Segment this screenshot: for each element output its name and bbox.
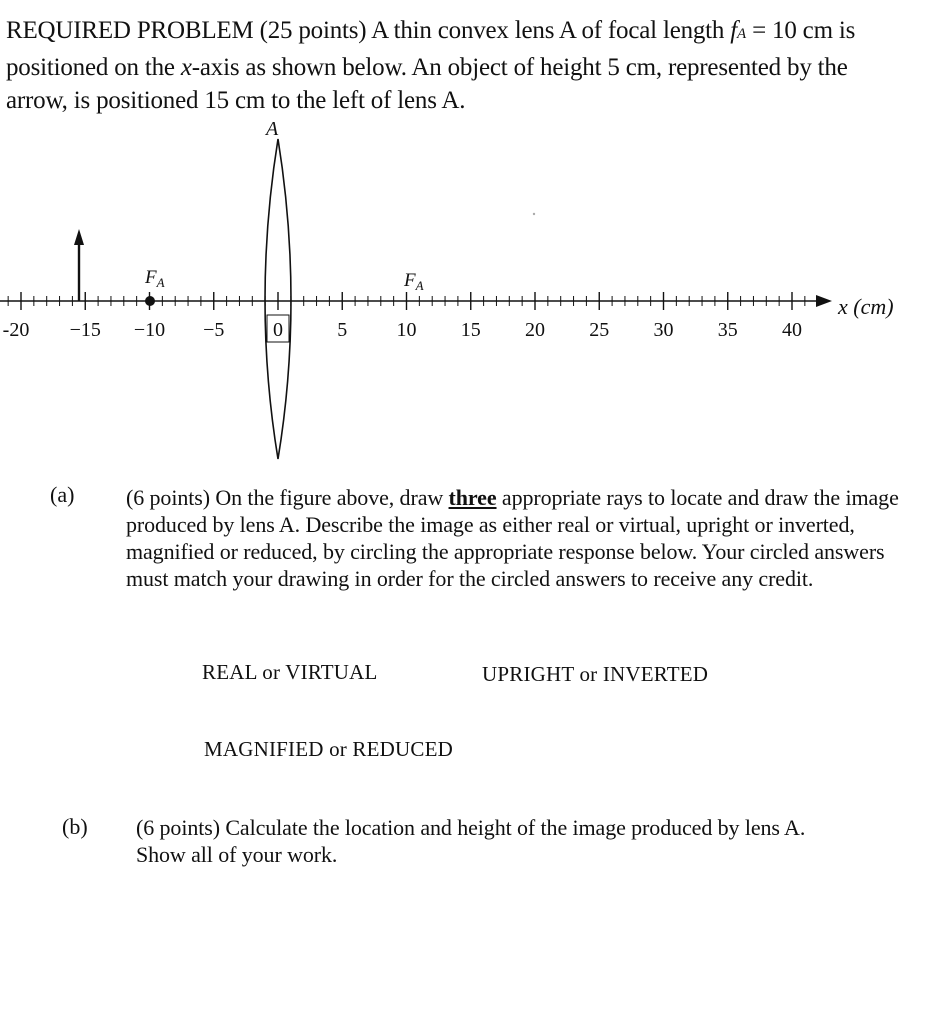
tick-label: −10 [133,319,166,341]
option-upright-inverted[interactable]: UPRIGHT or INVERTED [482,662,709,686]
tick-label: 15 [460,319,481,341]
part-a-letter: (a) [50,482,75,507]
tick-label: 25 [589,319,610,341]
tick-label: 5 [337,319,348,341]
part-a-question: (6 points) On the figure above, draw three appropriate rays to locate and draw the image produced by lens A. Describe the image as either real or virtual, upright or inverted, magnified or reduced, by circling the appropriate response below. Your circled answers must match your drawing in order for the circled answers to receive any credit. [126,485,899,591]
tick-label: 35 [717,319,738,341]
lens-label: A [266,118,279,140]
tick-label: -20 [2,319,30,341]
axis-label: x (cm) [838,294,894,319]
focal-label-left: $F_A$ [145,267,165,290]
three-emphasis: three [448,485,497,510]
problem-header: REQUIRED PROBLEM [6,17,254,44]
option-real-virtual[interactable]: REAL or VIRTUAL [202,660,378,684]
tick-label: −15 [69,319,101,341]
problem-statement: REQUIRED PROBLEM (25 points) A thin convex lens A of focal length fA = 10 cm is positioned on the x-axis as shown below. An object of height 5 cm, represented by the arrow, is positioned 15 cm to the left of lens A. [6,17,856,114]
tick-label: 40 [782,319,802,341]
axis-arrowhead [816,295,832,307]
tick-label: −5 [203,319,225,341]
part-b-question: (6 points) Calculate the location and height of the image produced by lens A. Show all of your work. [136,815,806,867]
speck [533,213,535,215]
tick-label: 10 [396,319,417,341]
lens-figure [0,115,932,475]
object-arrow-head [74,229,84,245]
tick-label: 0 [273,319,283,341]
focal-point-left [145,296,155,306]
problem-points: (25 points) [259,17,367,44]
part-b-letter: (b) [62,814,88,839]
option-magnified-reduced[interactable]: MAGNIFIED or REDUCED [204,737,453,761]
axis-tick-labels [3,315,802,342]
focal-symbol: f [730,17,738,44]
tick-label: 20 [525,319,545,341]
tick-label: 30 [653,319,674,341]
focal-label-right: $F_A$ [404,270,424,293]
